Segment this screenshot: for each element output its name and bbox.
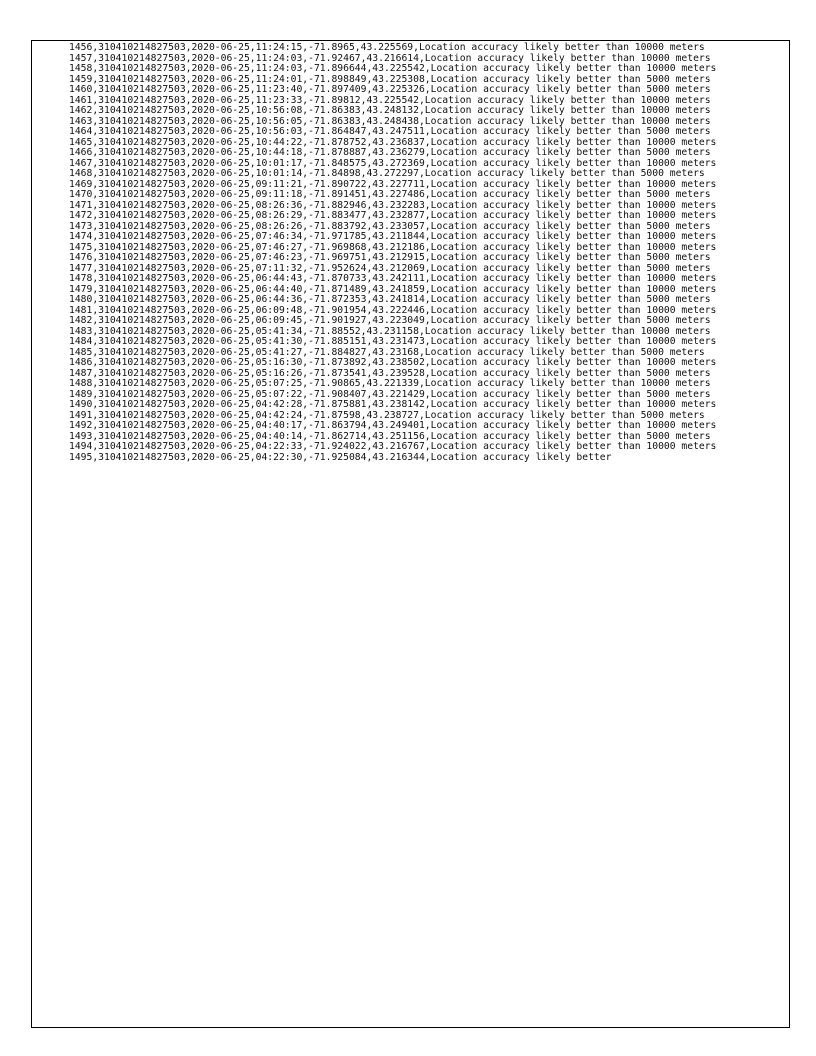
record-line: 1477,310410214827503,2020-06-25,07:11:32,-71.952624,43.212069,Location accuracy likely better than 5000 meters [69,262,711,274]
record-line: 1481,310410214827503,2020-06-25,06:09:48,-71.901954,43.222446,Location accuracy likely better than 10000 meters [69,304,717,316]
record-line: 1474,310410214827503,2020-06-25,07:46:34,-71.971785,43.211844,Location accuracy likely better than 10000 meters [69,231,717,242]
record-line: 1467,310410214827503,2020-06-25,10:01:17,-71.848575,43.272369,Location accuracy likely better than 10000 meters [69,157,717,169]
record-line: 1489,310410214827503,2020-06-25,05:07:22,-71.908407,43.221429,Location accuracy likely better than 5000 meters [69,388,711,400]
record-line: 1482,310410214827503,2020-06-25,06:09:45,-71.901927,43.223049,Location accuracy likely better than 5000 meters [69,315,711,326]
record-line: 1471,310410214827503,2020-06-25,08:26:36,-71.882946,43.232283,Location accuracy likely better than 10000 meters [69,199,717,211]
record-line: 1469,310410214827503,2020-06-25,09:11:21,-71.890722,43.227711,Location accuracy likely better than 10000 meters [69,178,717,190]
record-line: 1464,310410214827503,2020-06-25,10:56:03,-71.864847,43.247511,Location accuracy likely better than 5000 meters [69,126,711,137]
record-line: 1459,310410214827503,2020-06-25,11:24:01,-71.898849,43.225308,Location accuracy likely better than 5000 meters [69,73,711,85]
record-line: 1472,310410214827503,2020-06-25,08:26:29,-71.883477,43.232877,Location accuracy likely better than 10000 meters [69,210,717,221]
record-line: 1475,310410214827503,2020-06-25,07:46:27,-71.969868,43.212186,Location accuracy likely better than 10000 meters [69,241,717,253]
record-line: 1488,310410214827503,2020-06-25,05:07:25,-71.90865,43.221339,Location accuracy likely better than 10000 meters [69,378,711,389]
record-line: 1462,310410214827503,2020-06-25,10:56:08,-71.86383,43.248132,Location accuracy likely better than 10000 meters [69,105,711,116]
record-line: 1461,310410214827503,2020-06-25,11:23:33,-71.89812,43.225542,Location accuracy likely better than 10000 meters [69,94,711,106]
record-line: 1466,310410214827503,2020-06-25,10:44:18,-71.878887,43.236279,Location accuracy likely better than 5000 meters [69,147,711,158]
record-line: 1485,310410214827503,2020-06-25,05:41:27,-71.884827,43.23168,Location accuracy likely better than 5000 meters [69,346,705,358]
record-line: 1476,310410214827503,2020-06-25,07:46:23,-71.969751,43.212915,Location accuracy likely better than 5000 meters [69,252,711,263]
record-line: 1465,310410214827503,2020-06-25,10:44:22,-71.878752,43.236837,Location accuracy likely better than 10000 meters [69,136,717,148]
record-line: 1456,310410214827503,2020-06-25,11:24:15,-71.8965,43.225569,Location accuracy likely better than 10000 meters [69,42,705,53]
record-list [32,41,789,463]
record-line: 1460,310410214827503,2020-06-25,11:23:40,-71.897409,43.225326,Location accuracy likely better than 5000 meters [69,84,711,95]
record-line: 1480,310410214827503,2020-06-25,06:44:36,-71.872353,43.241814,Location accuracy likely better than 5000 meters [69,294,711,305]
document-page [31,40,790,1028]
record-line: 1457,310410214827503,2020-06-25,11:24:03,-71.92467,43.216614,Location accuracy likely better than 10000 meters [69,52,711,64]
record-line: 1463,310410214827503,2020-06-25,10:56:05,-71.86383,43.248438,Location accuracy likely better than 10000 meters [69,115,711,127]
record-line: 1494,310410214827503,2020-06-25,04:22:33,-71.924022,43.216767,Location accuracy likely better than 10000 meters [69,441,717,452]
record-line: 1493,310410214827503,2020-06-25,04:40:14,-71.862714,43.251156,Location accuracy likely better than 5000 meters [69,430,711,442]
record-line: 1491,310410214827503,2020-06-25,04:42:24,-71.87598,43.238727,Location accuracy likely better than 5000 meters [69,409,705,421]
record-line: 1486,310410214827503,2020-06-25,05:16:30,-71.873892,43.238502,Location accuracy likely better than 10000 meters [69,357,717,368]
record-line: 1458,310410214827503,2020-06-25,11:24:03,-71.896644,43.225542,Location accuracy likely better than 10000 meters [69,63,717,74]
record-line: 1468,310410214827503,2020-06-25,10:01:14,-71.84898,43.272297,Location accuracy likely better than 5000 meters [69,168,705,179]
record-line: 1495,310410214827503,2020-06-25,04:22:30,-71.925084,43.216344,Location accuracy likely better [69,451,612,463]
record-line: 1473,310410214827503,2020-06-25,08:26:26,-71.883792,43.233057,Location accuracy likely better than 5000 meters [69,220,711,232]
record-line: 1478,310410214827503,2020-06-25,06:44:43,-71.870733,43.242111,Location accuracy likely better than 10000 meters [69,273,717,284]
record-line: 1470,310410214827503,2020-06-25,09:11:18,-71.891451,43.227486,Location accuracy likely better than 5000 meters [69,189,711,200]
record-line: 1490,310410214827503,2020-06-25,04:42:28,-71.875881,43.238142,Location accuracy likely better than 10000 meters [69,399,717,410]
record-line: 1479,310410214827503,2020-06-25,06:44:40,-71.871489,43.241859,Location accuracy likely better than 10000 meters [69,283,717,295]
record-line: 1492,310410214827503,2020-06-25,04:40:17,-71.863794,43.249401,Location accuracy likely better than 10000 meters [69,420,717,431]
record-line: 1484,310410214827503,2020-06-25,05:41:30,-71.885151,43.231473,Location accuracy likely better than 10000 meters [69,336,717,347]
record-line: 1483,310410214827503,2020-06-25,05:41:34,-71.88552,43.231158,Location accuracy likely better than 10000 meters [69,325,711,337]
record-line: 1487,310410214827503,2020-06-25,05:16:26,-71.873541,43.239528,Location accuracy likely better than 5000 meters [69,367,711,379]
